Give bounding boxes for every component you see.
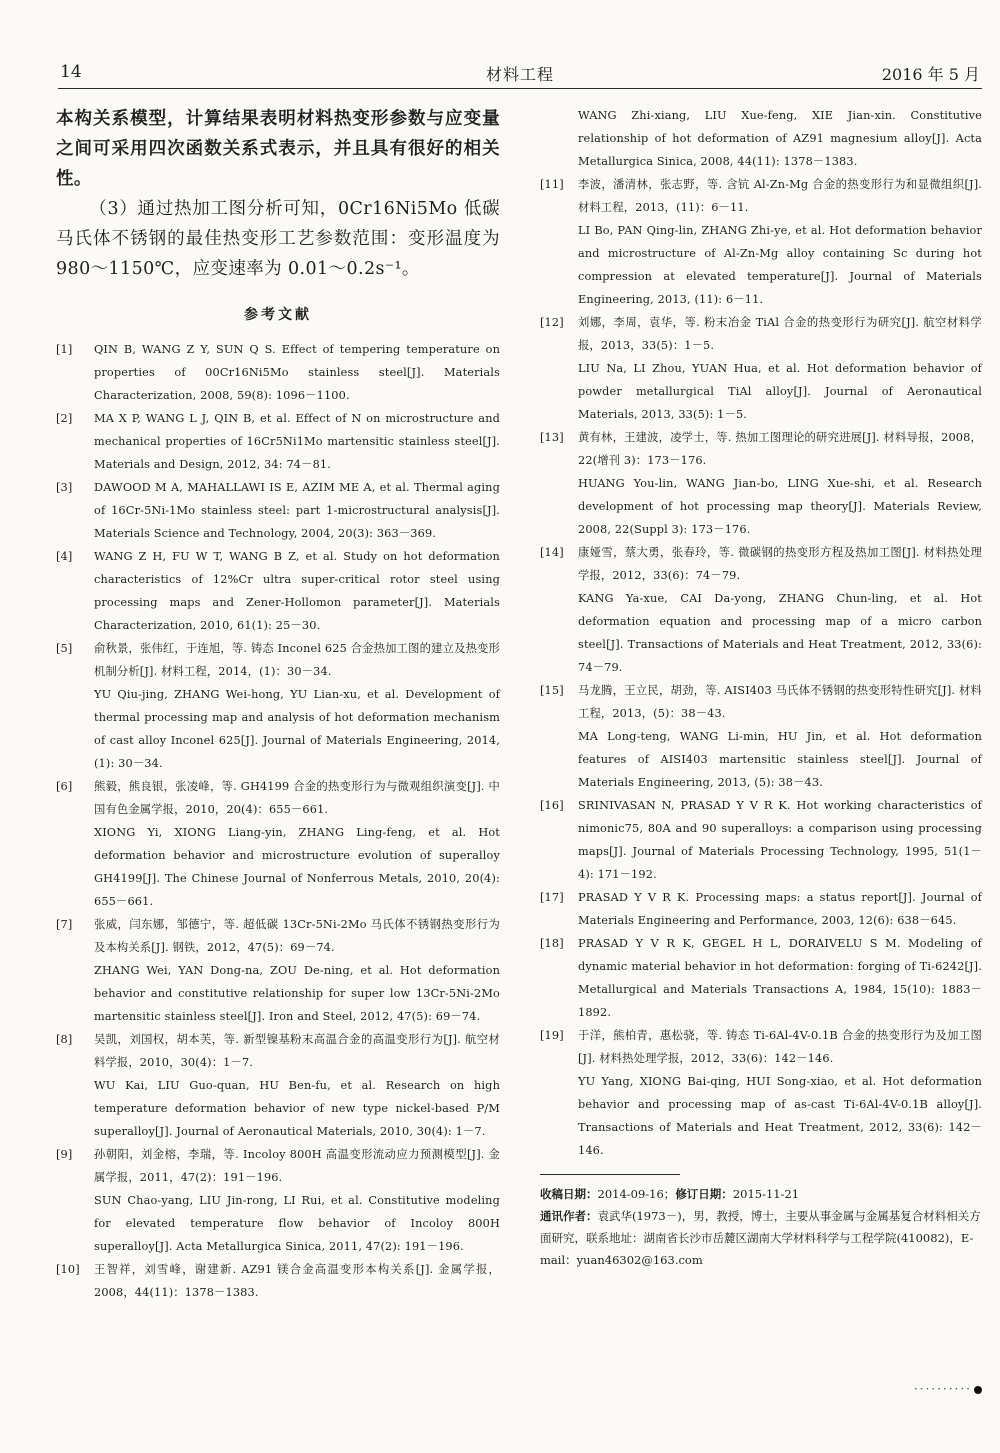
reference-text: 熊毅，熊良银，张凌峰，等. GH4199 合金的热变形行为与微观组织演变[J]. 中国有色金属学报，2010，20(4)：655－661. [94,780,500,816]
reference-number: [10] [56,1263,80,1276]
end-marker [914,1382,982,1396]
reference-body [94,913,500,1028]
reference-text: 孙朝阳，刘金榕，李瑞，等. Incoloy 800H 高温变形流动应力预测模型[J]. 金属学报，2011，47(2)：191－196. [94,1148,500,1184]
reference-body [94,1258,500,1304]
received-date: 2014-09-16； [597,1187,676,1201]
reference-text: YU Yang, XIONG Bai-qing, HUI Song-xiao, et al. Hot deformation behavior and processing map of as-cast Ti-6Al-4V-0.1B alloy[J]. Transactions of Materials and Heat Treatment, 2012, 33(6): 142－146. [578,1075,982,1157]
footnote-separator [540,1174,680,1175]
reference-item [540,541,982,679]
reference-text: LI Bo, PAN Qing-lin, ZHANG Zhi-ye, et al. Hot deformation behavior and microstructure of Al-Zn-Mg alloy containing Sc during hot compression at elevated temperature[J]. Journal of Materials Engineering, 2013, (11): 6－11. [578,224,982,306]
reference-number: [16] [540,799,564,812]
reference-text: PRASAD Y V R K, GEGEL H L, DORAIVELU S M. Modeling of dynamic material behavior in hot deformation: forging of Ti-6242[J]. Metallurgical and Materials Transactions A, 1984, 15(10): 1883－1892. [578,937,982,1019]
reference-number: [4] [56,550,73,563]
reference-body [578,886,982,932]
reference-text: 俞秋景，张伟红，于连旭，等. 铸态 Inconel 625 合金热加工图的建立及热变形机制分析[J]. 材料工程，2014，(1)：30－34. [94,642,500,678]
reference-item [540,679,982,794]
reference-body [578,932,982,1024]
reference-number: [12] [540,316,564,329]
reference-text: 于洋，熊柏青，惠松骁，等. 铸态 Ti-6Al-4V-0.1B 合金的热变形行为及加工图[J]. 材料热处理学报，2012，33(6)：142－146. [578,1029,982,1065]
reference-text: QIN B, WANG Z Y, SUN Q S. Effect of tempering temperature on properties of 00Cr16Ni5Mo stainless steel[J]. Materials Characterization, 2008, 59(8): 1096－1100. [94,343,500,402]
reference-item [540,426,982,541]
references-list-right [540,104,982,1162]
reference-text: ZHANG Wei, YAN Dong-na, ZOU De-ning, et al. Hot deformation behavior and constitutive relationship for super low 13Cr-5Ni-2Mo martensitic stainless steel[J]. Iron and Steel, 2012, 47(5): 69－74. [94,964,500,1023]
reference-body [94,637,500,775]
reference-body [578,541,982,679]
reference-body [578,679,982,794]
reference-number: [17] [540,891,564,904]
reference-text: WU Kai, LIU Guo-quan, HU Ben-fu, et al. Research on high temperature deformation behavior of new type nickel-based P/M superalloy[J]. Journal of Aeronautical Materials, 2010, 30(4): 1－7. [94,1079,500,1138]
reference-item [56,913,500,1028]
reference-item [56,775,500,913]
reference-item [56,545,500,637]
reference-text: KANG Ya-xue, CAI Da-yong, ZHANG Chun-ling, et al. Hot deformation equation and processing map of a micro carbon steel[J]. Transactions of Materials and Heat Treatment, 2012, 33(6): 74－79. [578,592,982,674]
reference-item [56,338,500,407]
reference-number: [6] [56,780,73,793]
reference-number: [5] [56,642,73,655]
header-rule [58,88,982,89]
reference-body [578,1024,982,1162]
revised-date-label: 修订日期： [675,1187,733,1201]
reference-number: [3] [56,481,73,494]
reference-text: LIU Na, LI Zhou, YUAN Hua, et al. Hot deformation behavior of powder metallurgical TiAl alloy[J]. Journal of Aeronautical Materials, 2013, 33(5): 1－5. [578,362,982,421]
reference-text: 李波，潘清林，张志野，等. 含钪 Al-Zn-Mg 合金的热变形行为和显微组织[J]. 材料工程，2013，(11)：6－11. [578,178,982,214]
reference-body [94,476,500,545]
reference-number: [9] [56,1148,73,1161]
page-number: 14 [60,62,82,82]
right-column [540,104,982,1271]
reference-text: MA X P, WANG L J, QIN B, et al. Effect of N on microstructure and mechanical properties of 16Cr5Ni1Mo martensitic stainless steel[J]. Materials and Design, 2012, 34: 74－81. [94,412,500,471]
reference-text: 马龙腾，王立民，胡劲，等. AISI403 马氏体不锈钢的热变形特性研究[J]. 材料工程，2013，(5)：38－43. [578,684,982,720]
reference-item [540,104,982,173]
reference-text: SUN Chao-yang, LIU Jin-rong, LI Rui, et al. Constitutive modeling for elevated temperature flow behavior of Incoloy 800H superalloy[J]. Acta Metallurgica Sinica, 2011, 47(2): 191－196. [94,1194,500,1253]
end-marker-dots: ·········· [913,1382,972,1396]
references-heading: 参考文献 [244,307,312,323]
reference-item [540,1024,982,1162]
reference-body [94,1143,500,1258]
reference-text: YU Qiu-jing, ZHANG Wei-hong, YU Lian-xu, et al. Development of thermal processing map and analysis of hot deformation mechanism of cast alloy Inconel 625[J]. Journal of Materials Engineering, 2014, (1): 30－34. [94,688,500,770]
reference-body [578,104,982,173]
reference-text: PRASAD Y V R K. Processing maps: a status report[J]. Journal of Materials Engineering and Performance, 2003, 12(6): 638－645. [578,891,982,927]
reference-item [540,311,982,426]
reference-text: WANG Z H, FU W T, WANG B Z, et al. Study on hot deformation characteristics of 12%Cr ultra super-critical rotor steel using processing maps and Zener-Hollomon parameter[J]. Materials Characterization, 2010, 61(1): 25－30. [94,550,500,632]
reference-body [94,1028,500,1143]
reference-item [540,932,982,1024]
reference-text: 黄有林，王建波，凌学士，等. 热加工图理论的研究进展[J]. 材料导报，2008，22(增刊 3)：173－176. [578,431,982,467]
reference-item [540,173,982,311]
reference-number: [19] [540,1029,564,1042]
reference-item [540,794,982,886]
reference-text: HUANG You-lin, WANG Jian-bo, LING Xue-shi, et al. Research development of hot processing map theory[J]. Materials Review, 2008, 22(Suppl 3): 173－176. [578,477,982,536]
end-dot-icon [974,1386,982,1394]
corresponding-author: 袁武华(1973－)，男，教授，博士，主要从事金属与金属基复合材料相关方面研究，联系地址：湖南省长沙市岳麓区湖南大学材料科学与工程学院(410082)，E-mail：yuan46302@163.com [540,1209,981,1267]
reference-number: [14] [540,546,564,559]
reference-text: DAWOOD M A, MAHALLAWI IS E, AZIM ME A, et al. Thermal aging of 16Cr-5Ni-1Mo stainless steel: part 1-microstructural analysis[J]. Materials Science and Technology, 2004, 20(3): 363－369. [94,481,500,540]
reference-item [56,1258,500,1304]
reference-number [540,104,578,173]
reference-text: MA Long-teng, WANG Li-min, HU Jin, et al. Hot deformation features of AISI403 martensitic stainless steel[J]. Journal of Materials Engineering, 2013, (5): 38－43. [578,730,982,789]
reference-text: 康娅雪，蔡大勇，张春玲，等. 微碳钢的热变形方程及热加工图[J]. 材料热处理学报，2012，33(6)：74－79. [578,546,982,582]
revised-date: 2015-11-21 [732,1187,800,1201]
reference-text: 王智祥，刘雪峰，谢建新. AZ91 镁合金高温变形本构关系[J]. 金属学报，2008，44(11)：1378－1383. [94,1263,500,1299]
reference-item [56,1143,500,1258]
reference-body [94,407,500,476]
journal-title: 材料工程 [485,65,554,84]
reference-item [540,886,982,932]
reference-text: WANG Zhi-xiang, LIU Xue-feng, XIE Jian-xin. Constitutive relationship of hot deformation of AZ91 magnesium alloy[J]. Acta Metallurgica Sinica, 2008, 44(11): 1378－1383. [578,109,982,168]
reference-number: [13] [540,431,564,444]
conclusion-section [56,104,500,284]
references-list-left [56,338,500,1304]
reference-body [94,775,500,913]
reference-number: [15] [540,684,564,697]
left-column [56,104,500,1304]
reference-item [56,637,500,775]
footnote [540,1183,982,1271]
reference-item [56,1028,500,1143]
corresponding-author-label: 通讯作者： [540,1209,598,1223]
reference-number: [18] [540,937,564,950]
reference-text: 张威，闫东娜，邹德宁，等. 超低碳 13Cr-5Ni-2Mo 马氏体不锈钢热变形行为及本构关系[J]. 钢铁，2012，47(5)：69－74. [94,918,500,954]
reference-body [578,794,982,886]
conclusion-paragraph-1: 本构关系模型，计算结果表明材料热变形参数与应变量之间可采用四次函数关系式表示，并且具有很好的相关性。 [56,109,500,189]
reference-body [578,426,982,541]
reference-number: [2] [56,412,73,425]
reference-body [94,338,500,407]
reference-number: [8] [56,1033,73,1046]
reference-number: [1] [56,343,73,356]
issue-date: 2016 年 5 月 [881,65,980,84]
reference-item [56,407,500,476]
reference-number: [7] [56,918,73,931]
reference-text: XIONG Yi, XIONG Liang-yin, ZHANG Ling-feng, et al. Hot deformation behavior and microstructure evolution of superalloy GH4199[J]. The Chinese Journal of Nonferrous Metals, 2010, 20(4): 655－661. [94,826,500,908]
reference-text: 刘娜，李周，袁华，等. 粉末冶金 TiAl 合金的热变形行为研究[J]. 航空材料学报，2013，33(5)：1－5. [578,316,982,352]
reference-body [94,545,500,637]
reference-body [578,173,982,311]
reference-body [578,311,982,426]
conclusion-paragraph-2: （3）通过热加工图分析可知，0Cr16Ni5Mo 低碳马氏体不锈钢的最佳热变形工艺参数范围：变形温度为 980～1150℃，应变速率为 0.01～0.2s⁻¹。 [56,199,500,279]
reference-number: [11] [540,178,564,191]
received-date-label: 收稿日期： [540,1187,598,1201]
reference-item [56,476,500,545]
reference-text: 吴凯，刘国权，胡本芙，等. 新型镍基粉末高温合金的高温变形行为[J]. 航空材料学报，2010，30(4)：1－7. [94,1033,500,1069]
reference-text: SRINIVASAN N, PRASAD Y V R K. Hot working characteristics of nimonic75, 80A and 90 superalloys: a comparison using processing maps[J]. Journal of Materials Processing Technology, 1995, 51(1－4): 171－192. [578,799,982,881]
running-header [60,62,980,90]
